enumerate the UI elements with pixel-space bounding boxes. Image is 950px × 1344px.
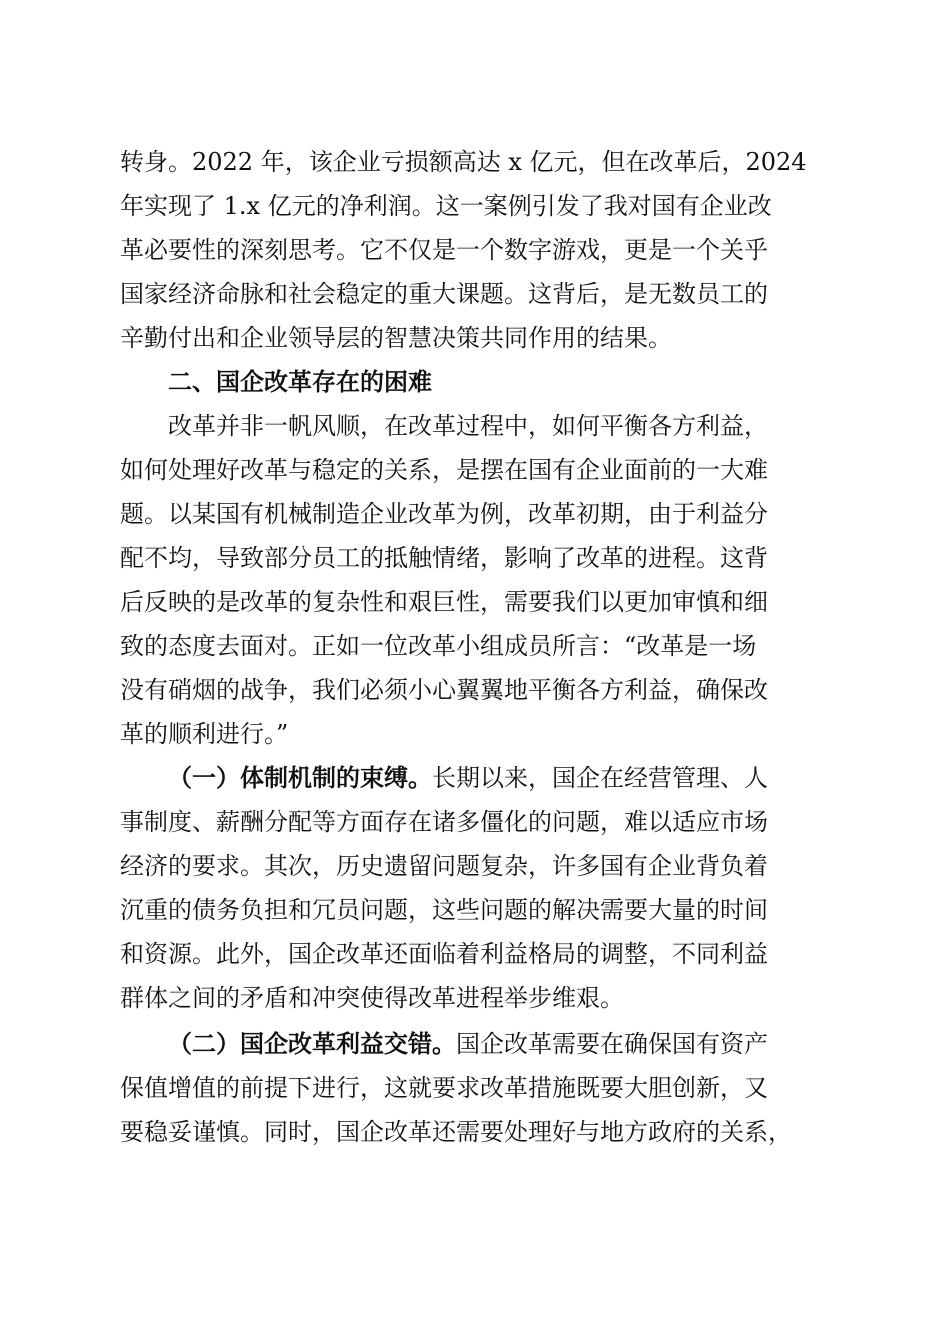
paragraph-line: 没有硝烟的战争，我们必须小心翼翼地平衡各方利益，确保改 — [120, 676, 768, 704]
paragraph-line: 辛勤付出和企业领导层的智慧决策共同作用的结果。 — [120, 324, 672, 352]
paragraph-line: 改革并非一帆风顺，在改革过程中，如何平衡各方利益， — [168, 412, 768, 440]
paragraph-line: 革必要性的深刻思考。它不仅是一个数字游戏，更是一个关乎 — [120, 236, 768, 264]
paragraph-line: 如何处理好改革与稳定的关系，是摆在国有企业面前的一大难 — [120, 456, 768, 484]
paragraph-line: 革的顺利进行。” — [120, 720, 289, 748]
subsection-first-line — [168, 1028, 768, 1060]
paragraph-line: 和资源。此外，国企改革还面临着利益格局的调整，不同利益 — [120, 940, 768, 968]
paragraph-line: 群体之间的矛盾和冲突使得改革进程举步维艰。 — [120, 984, 624, 1012]
section-heading: 二、国企改革存在的困难 — [168, 368, 432, 396]
paragraph-line: 经济的要求。其次，历史遗留问题复杂，许多国有企业背负着 — [120, 852, 768, 880]
paragraph-text: 长期以来，国企在经营管理、人 — [432, 764, 768, 792]
paragraph-line: 转身。2022 年，该企业亏损额高达 x 亿元，但在改革后，2024 — [120, 148, 807, 176]
subsection-heading: （一）体制机制的束缚。 — [168, 764, 432, 792]
paragraph-line: 后反映的是改革的复杂性和艰巨性，需要我们以更加审慎和细 — [120, 588, 768, 616]
subsection-heading: （二）国企改革利益交错。 — [168, 1030, 456, 1058]
paragraph-line: 配不均，导致部分员工的抵触情绪，影响了改革的进程。这背 — [120, 544, 768, 572]
paragraph-line: 年实现了 1.x 亿元的净利润。这一案例引发了我对国有企业改 — [120, 192, 772, 220]
paragraph-line: 致的态度去面对。正如一位改革小组成员所言：“改革是一场 — [120, 632, 757, 660]
subsection-first-line — [168, 762, 768, 794]
paragraph-line: 要稳妥谨慎。同时，国企改革还需要处理好与地方政府的关系， — [120, 1118, 792, 1146]
paragraph-line: 事制度、薪酬分配等方面存在诸多僵化的问题，难以适应市场 — [120, 808, 768, 836]
paragraph-line: 沉重的债务负担和冗员问题，这些问题的解决需要大量的时间 — [120, 896, 768, 924]
paragraph-line: 国家经济命脉和社会稳定的重大课题。这背后，是无数员工的 — [120, 280, 768, 308]
paragraph-line: 保值增值的前提下进行，这就要求改革措施既要大胆创新，又 — [120, 1074, 768, 1102]
paragraph-line: 题。以某国有机械制造企业改革为例，改革初期，由于利益分 — [120, 500, 768, 528]
paragraph-text: 国企改革需要在确保国有资产 — [456, 1030, 768, 1058]
